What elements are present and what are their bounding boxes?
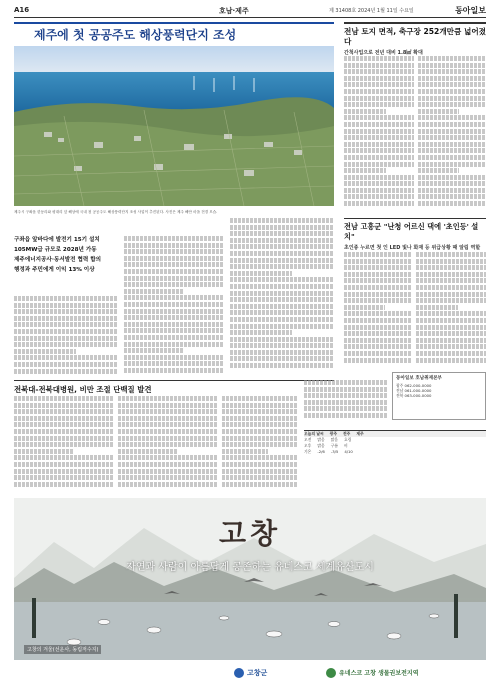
text-line — [304, 380, 388, 385]
text-line — [418, 155, 486, 160]
text-line — [124, 282, 224, 287]
right2-subhead: 초인종 누르면 첫 인 LED 빛나 화재 등 위급상황 때 알림 역할 — [344, 245, 481, 251]
text-line — [14, 296, 118, 301]
text-line — [230, 271, 292, 276]
text-line — [124, 361, 224, 366]
text-line — [118, 475, 218, 480]
right-subhead: 간척사업으로 전년 대비 1.8㎢ 확대 — [344, 50, 423, 56]
sponsor-name: 고창군 — [247, 669, 268, 677]
text-line — [230, 304, 334, 309]
text-line — [230, 297, 334, 302]
text-line — [418, 69, 486, 74]
text-line — [124, 355, 224, 360]
article2-headline: 전북대-전북대병원, 비만 조절 단백질 발견 — [14, 385, 152, 394]
text-line — [124, 295, 224, 300]
text-line — [344, 265, 412, 270]
text-line — [14, 416, 114, 421]
text-line — [222, 416, 298, 421]
text-line — [344, 142, 414, 147]
text-line — [304, 400, 388, 405]
text-line — [124, 249, 224, 254]
text-line — [416, 292, 486, 297]
lead-subhead: 구좌읍 앞바다에 발전기 15기 설치 — [14, 237, 100, 243]
text-line — [230, 284, 334, 289]
text-line — [124, 328, 224, 333]
text-line — [416, 358, 486, 363]
text-line — [344, 155, 414, 160]
biosphere-emblem-icon — [326, 668, 336, 678]
page-number: A16 — [14, 6, 30, 14]
text-line — [230, 238, 334, 243]
sponsor-name: 유네스코 고창 생물권보전지역 — [339, 669, 419, 677]
text-line — [344, 102, 414, 107]
text-line — [222, 455, 298, 460]
text-line — [14, 409, 114, 414]
text-line — [344, 181, 414, 186]
weather-cell: 기온 — [304, 449, 312, 454]
text-line — [418, 129, 486, 134]
text-line — [14, 436, 114, 441]
text-line — [344, 344, 412, 349]
text-line — [416, 298, 486, 303]
text-line — [304, 413, 388, 418]
text-line — [14, 442, 114, 447]
text-line — [14, 462, 114, 467]
text-line — [14, 322, 118, 327]
text-line — [124, 315, 224, 320]
text-line — [416, 265, 486, 270]
weather-table — [304, 430, 486, 490]
text-line — [222, 482, 298, 487]
right2-headline: 전남 고흥군 "난청 어르신 댁에 '초인등' 설치" — [344, 218, 486, 242]
text-line — [344, 298, 412, 303]
text-line — [230, 363, 334, 368]
text-line — [118, 422, 218, 427]
text-line — [344, 201, 414, 206]
text-line — [416, 259, 486, 264]
text-line — [416, 331, 486, 336]
article2-headline-bar — [14, 380, 334, 395]
text-line — [344, 194, 414, 199]
lead-subhead: 행정과 주민에게 이익 13% 이상 — [14, 267, 95, 273]
right2-header — [344, 218, 486, 251]
ad-footer — [14, 660, 486, 684]
text-line — [230, 310, 334, 315]
gochang-emblem-icon — [234, 668, 244, 678]
text-line — [344, 129, 414, 134]
right2-body-col-1 — [344, 252, 412, 368]
weather-cell: 맑음 — [317, 443, 325, 448]
weather-cell: 비 — [344, 443, 348, 448]
text-line — [14, 455, 114, 460]
text-line — [344, 69, 414, 74]
text-line — [344, 175, 414, 180]
text-line — [222, 475, 298, 480]
text-line — [344, 63, 414, 68]
text-line — [230, 251, 334, 256]
text-line — [118, 416, 218, 421]
text-line — [418, 89, 486, 94]
issue-date: 제 31408호 2024년 1월 11일 수요일 — [329, 8, 414, 14]
right-headline: 전남 토지 면적, 축구장 252개만큼 넓어졌다 — [344, 22, 486, 47]
weather-cell: -3/5 — [330, 449, 339, 454]
text-line — [416, 252, 486, 257]
text-line — [118, 396, 218, 401]
text-line — [124, 342, 224, 347]
text-line — [344, 148, 414, 153]
text-line — [418, 168, 459, 173]
text-line — [416, 278, 486, 283]
text-line — [14, 309, 118, 314]
info-line: 광주 062-000-0000 — [396, 383, 432, 388]
text-line — [344, 305, 385, 310]
text-line — [222, 449, 268, 454]
text-line — [222, 429, 298, 434]
text-line — [418, 56, 486, 61]
text-line — [344, 168, 386, 173]
text-line — [118, 429, 218, 434]
lead-headline-bar — [14, 22, 334, 42]
weather-header-cell: 광주 — [329, 431, 338, 436]
text-line — [304, 393, 388, 398]
article2-body-col-3 — [222, 396, 298, 492]
text-line — [230, 225, 334, 230]
unesco-logo — [326, 668, 419, 679]
lead-headline: 제주에 첫 공공주도 해상풍력단지 조성 — [34, 28, 237, 42]
text-line — [124, 236, 224, 241]
text-line — [118, 436, 218, 441]
ad-slogan: 자연과 사람이 아름답게 공존하는 유네스코 세계유산도시 — [126, 562, 374, 573]
text-line — [230, 317, 334, 322]
text-line — [416, 318, 486, 323]
text-line — [418, 82, 486, 87]
text-line — [230, 244, 334, 249]
text-line — [418, 201, 486, 206]
text-line — [230, 231, 334, 236]
right2-body-col-3 — [304, 380, 388, 426]
text-line — [118, 449, 178, 454]
text-line — [118, 403, 218, 408]
text-line — [14, 469, 114, 474]
text-line — [124, 309, 224, 314]
contact-info-box — [392, 372, 486, 420]
weather-header-cell: 전주 — [343, 431, 351, 436]
text-line — [344, 259, 412, 264]
text-line — [118, 455, 218, 460]
text-line — [344, 292, 412, 297]
weather-cell: 4/10 — [344, 449, 353, 454]
text-line — [230, 264, 334, 269]
text-line — [344, 351, 412, 356]
text-line — [14, 396, 114, 401]
text-line — [222, 469, 298, 474]
text-line — [230, 277, 334, 282]
text-line — [418, 96, 486, 101]
text-line — [416, 338, 486, 343]
weather-cell: 오전 — [304, 437, 312, 442]
text-line — [344, 278, 412, 283]
weather-header-cell: 오늘의 날씨 — [304, 431, 324, 436]
text-line — [124, 368, 224, 373]
text-line — [344, 82, 414, 87]
text-line — [230, 330, 292, 335]
text-line — [14, 362, 118, 367]
text-line — [230, 291, 334, 296]
text-line — [418, 115, 486, 120]
article2-body-col-1 — [14, 396, 114, 492]
text-line — [124, 335, 224, 340]
text-line — [418, 194, 486, 199]
text-line — [118, 482, 218, 487]
text-line — [344, 358, 412, 363]
weather-cell: 흐림 — [344, 437, 352, 442]
weather-row — [304, 449, 486, 455]
gochang-advertisement — [14, 498, 486, 684]
text-line — [124, 256, 224, 261]
page-masthead — [14, 4, 486, 18]
text-line — [344, 311, 412, 316]
text-line — [124, 276, 224, 281]
text-line — [14, 429, 114, 434]
weather-cell: 구름 — [330, 443, 339, 448]
text-line — [230, 337, 334, 342]
ad-photo-caption: 고창의 겨울(선운사, 동림저수지) — [24, 645, 101, 654]
text-line — [14, 475, 114, 480]
lead-subhead: 105MW급 규모로 2028년 가동 — [14, 247, 97, 253]
text-line — [344, 325, 412, 330]
lead-body-col-1 — [14, 296, 118, 376]
text-line — [344, 76, 414, 81]
text-line — [344, 338, 412, 343]
text-line — [222, 442, 298, 447]
text-line — [344, 135, 414, 140]
text-line — [418, 135, 486, 140]
right-body-col-2 — [418, 56, 486, 212]
info-line: 전북 063-000-0000 — [396, 393, 432, 398]
text-line — [14, 342, 118, 347]
text-line — [344, 89, 414, 94]
text-line — [344, 188, 414, 193]
ad-title: 고창 — [218, 517, 282, 550]
text-line — [418, 188, 486, 193]
text-line — [222, 409, 298, 414]
text-line — [118, 409, 218, 414]
text-line — [418, 142, 486, 147]
lead-body-col-3 — [230, 218, 334, 376]
text-line — [418, 102, 486, 107]
text-line — [14, 369, 118, 374]
text-line — [222, 422, 298, 427]
weather-cell: -2/6 — [317, 449, 325, 454]
right2-body-col-2 — [416, 252, 486, 368]
lead-subhead: 제주에너지공사·동서발전 협력 합의 — [14, 257, 102, 263]
photo-caption: 제주시 구좌읍 한동리와 평대리 앞 해상에 국내 첫 공공주도 해상풍력단지 조성 사업이 추진된다. 사진은 제주 해안 마을 전경 모습. — [14, 210, 218, 214]
text-line — [418, 109, 459, 114]
lead-body-col-2 — [124, 236, 224, 376]
text-line — [14, 422, 114, 427]
text-line — [418, 181, 486, 186]
text-line — [124, 262, 224, 267]
text-line — [14, 449, 74, 454]
text-line — [118, 462, 218, 467]
text-line — [222, 462, 298, 467]
lead-subheads — [14, 236, 118, 276]
text-line — [416, 272, 486, 277]
info-title: 동아일보 호남취재본부 — [396, 376, 442, 381]
text-line — [344, 162, 414, 167]
text-line — [118, 442, 218, 447]
text-line — [222, 403, 298, 408]
text-line — [344, 252, 412, 257]
text-line — [416, 325, 486, 330]
text-line — [14, 482, 114, 487]
text-line — [418, 122, 486, 127]
text-line — [124, 348, 184, 353]
text-line — [416, 285, 486, 290]
text-line — [230, 258, 334, 263]
text-line — [344, 285, 412, 290]
text-line — [124, 289, 184, 294]
text-line — [230, 356, 334, 361]
right-body-col-1 — [344, 56, 414, 212]
text-line — [230, 343, 334, 348]
text-line — [416, 311, 486, 316]
text-line — [304, 406, 388, 411]
text-line — [418, 63, 486, 68]
text-line — [118, 469, 218, 474]
text-line — [344, 96, 414, 101]
text-line — [416, 344, 486, 349]
text-line — [222, 396, 298, 401]
text-line — [14, 349, 76, 354]
text-line — [230, 350, 334, 355]
gochang-logo — [234, 668, 267, 678]
newspaper-name: 동아일보 — [455, 5, 486, 15]
text-line — [344, 272, 412, 277]
text-line — [124, 269, 224, 274]
text-line — [418, 148, 486, 153]
text-line — [222, 436, 298, 441]
text-line — [14, 355, 118, 360]
text-line — [416, 305, 458, 310]
section-title: 호남·제주 — [219, 7, 249, 15]
text-line — [124, 243, 224, 248]
text-line — [344, 331, 412, 336]
text-line — [344, 122, 414, 127]
weather-cell: 맑음 — [317, 437, 325, 442]
text-line — [230, 218, 334, 223]
text-line — [14, 336, 118, 341]
text-line — [344, 115, 414, 120]
right-article — [344, 22, 486, 56]
text-line — [230, 324, 334, 329]
aerial-coast-photo — [14, 46, 334, 206]
info-line: 전남 061-000-0000 — [396, 388, 432, 393]
text-line — [14, 403, 114, 408]
text-line — [14, 303, 118, 308]
text-line — [418, 76, 486, 81]
text-line — [124, 302, 224, 307]
text-line — [14, 316, 118, 321]
text-line — [124, 322, 224, 327]
text-line — [344, 109, 386, 114]
text-line — [304, 387, 388, 392]
article2-body-col-2 — [118, 396, 218, 492]
weather-cell: 맑음 — [330, 437, 339, 442]
text-line — [416, 351, 486, 356]
text-line — [344, 318, 412, 323]
text-line — [344, 56, 414, 61]
weather-header-cell: 제주 — [356, 431, 364, 436]
text-line — [418, 162, 486, 167]
text-line — [14, 329, 118, 334]
text-line — [418, 175, 486, 180]
weather-cell: 오후 — [304, 443, 312, 448]
